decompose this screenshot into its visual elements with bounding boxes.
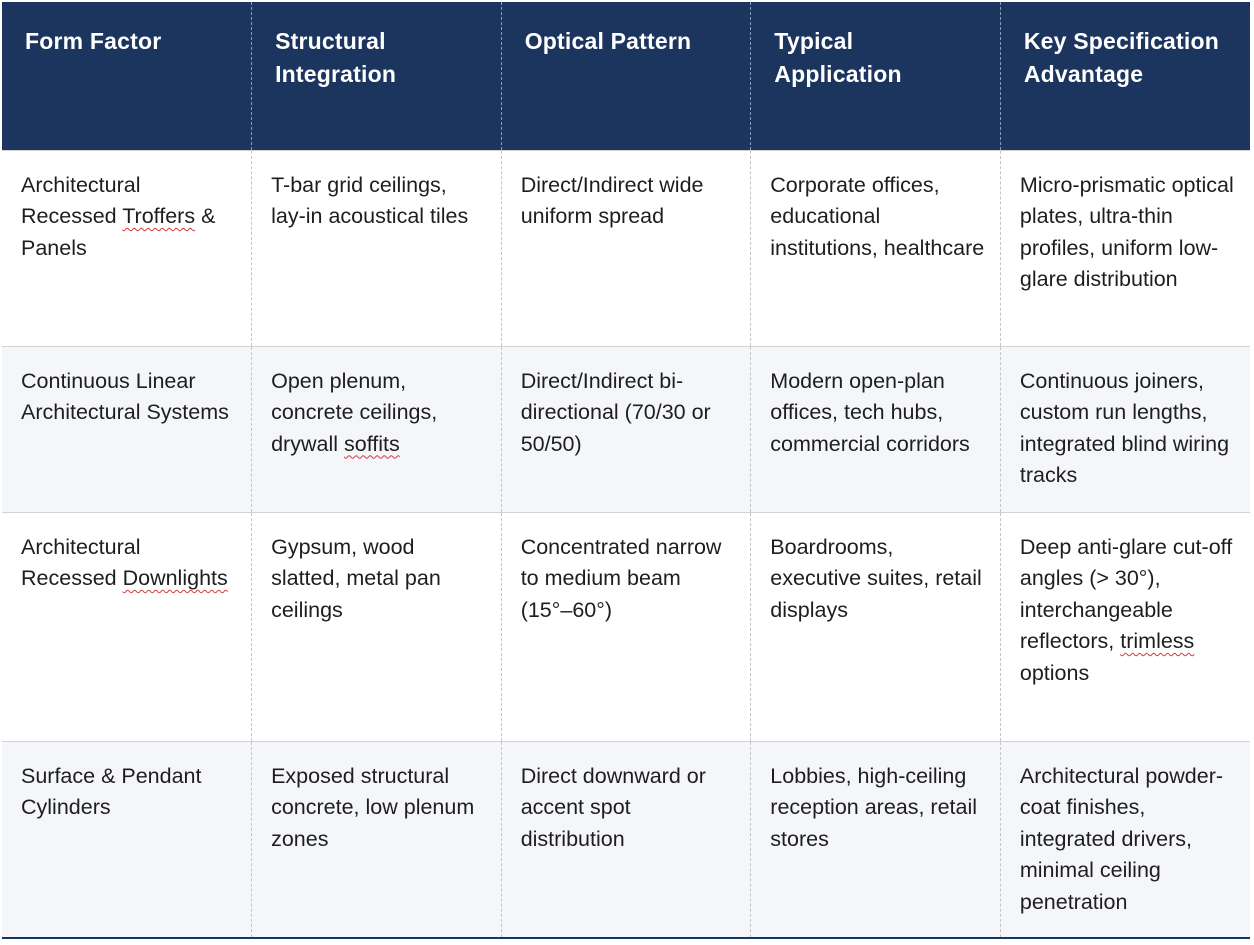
cell-structural-integration [252, 346, 502, 512]
cell-optical-pattern: Direct/Indirect bi-directional (70/30 or 50/50) [501, 346, 751, 512]
spellcheck-flagged-word[interactable]: soffits [343, 431, 400, 456]
cell-text: Architectural Recessed [21, 172, 141, 228]
cell-key-specification-advantage: Micro-prismatic optical plates, ultra-thin profiles, uniform low-glare distribution [1000, 150, 1250, 346]
cell-text: Open plenum, concrete ceilings, drywall [271, 368, 438, 456]
cell-typical-application: Lobbies, high-ceiling reception areas, retail stores [751, 741, 1001, 938]
cell-typical-application: Modern open-plan offices, tech hubs, commercial corridors [751, 346, 1001, 512]
header-structural-integration: Structural Integration [252, 2, 502, 150]
cell-text: Deep anti-glare cut-off angles (> 30°), interchangeable reflectors, [1019, 534, 1233, 653]
table-row [2, 346, 1250, 512]
header-key-specification-advantage: Key Specification Advantage [1000, 2, 1250, 150]
cell-optical-pattern: Concentrated narrow to medium beam (15°–60°) [501, 512, 751, 741]
cell-text: Architectural Recessed [21, 534, 141, 590]
table-row [2, 512, 1250, 741]
cell-form-factor [2, 150, 252, 346]
spellcheck-flagged-word[interactable]: Downlights [122, 566, 228, 590]
header-typical-application: Typical Application [751, 2, 1001, 150]
cell-form-factor: Continuous Linear Architectural Systems [2, 346, 252, 512]
cell-form-factor: Surface & Pendant Cylinders [2, 741, 252, 938]
spellcheck-flagged-word[interactable]: Troffers [122, 204, 196, 228]
form-factor-comparison-table [2, 2, 1250, 939]
cell-text: options [1019, 660, 1090, 685]
spellcheck-flagged-word[interactable]: trimless [1120, 629, 1195, 653]
cell-key-specification-advantage [1000, 512, 1250, 741]
cell-structural-integration: Exposed structural concrete, low plenum zones [252, 741, 502, 938]
table-header-row [2, 2, 1250, 150]
spec-table-container [2, 2, 1250, 939]
cell-form-factor [2, 512, 252, 741]
cell-key-specification-advantage: Architectural powder-coat finishes, integrated drivers, minimal ceiling penetration [1000, 741, 1250, 938]
cell-structural-integration: T-bar grid ceilings, lay-in acoustical tiles [252, 150, 502, 346]
cell-optical-pattern: Direct/Indirect wide uniform spread [501, 150, 751, 346]
header-optical-pattern: Optical Pattern [501, 2, 751, 150]
cell-text: & Panels [21, 204, 216, 260]
table-row [2, 741, 1250, 938]
cell-key-specification-advantage: Continuous joiners, custom run lengths, integrated blind wiring tracks [1000, 346, 1250, 512]
cell-typical-application: Corporate offices, educational institutions, healthcare [751, 150, 1001, 346]
header-form-factor: Form Factor [2, 2, 252, 150]
cell-optical-pattern: Direct downward or accent spot distribution [501, 741, 751, 938]
cell-structural-integration: Gypsum, wood slatted, metal pan ceilings [252, 512, 502, 741]
table-row [2, 150, 1250, 346]
cell-typical-application: Boardrooms, executive suites, retail displays [751, 512, 1001, 741]
